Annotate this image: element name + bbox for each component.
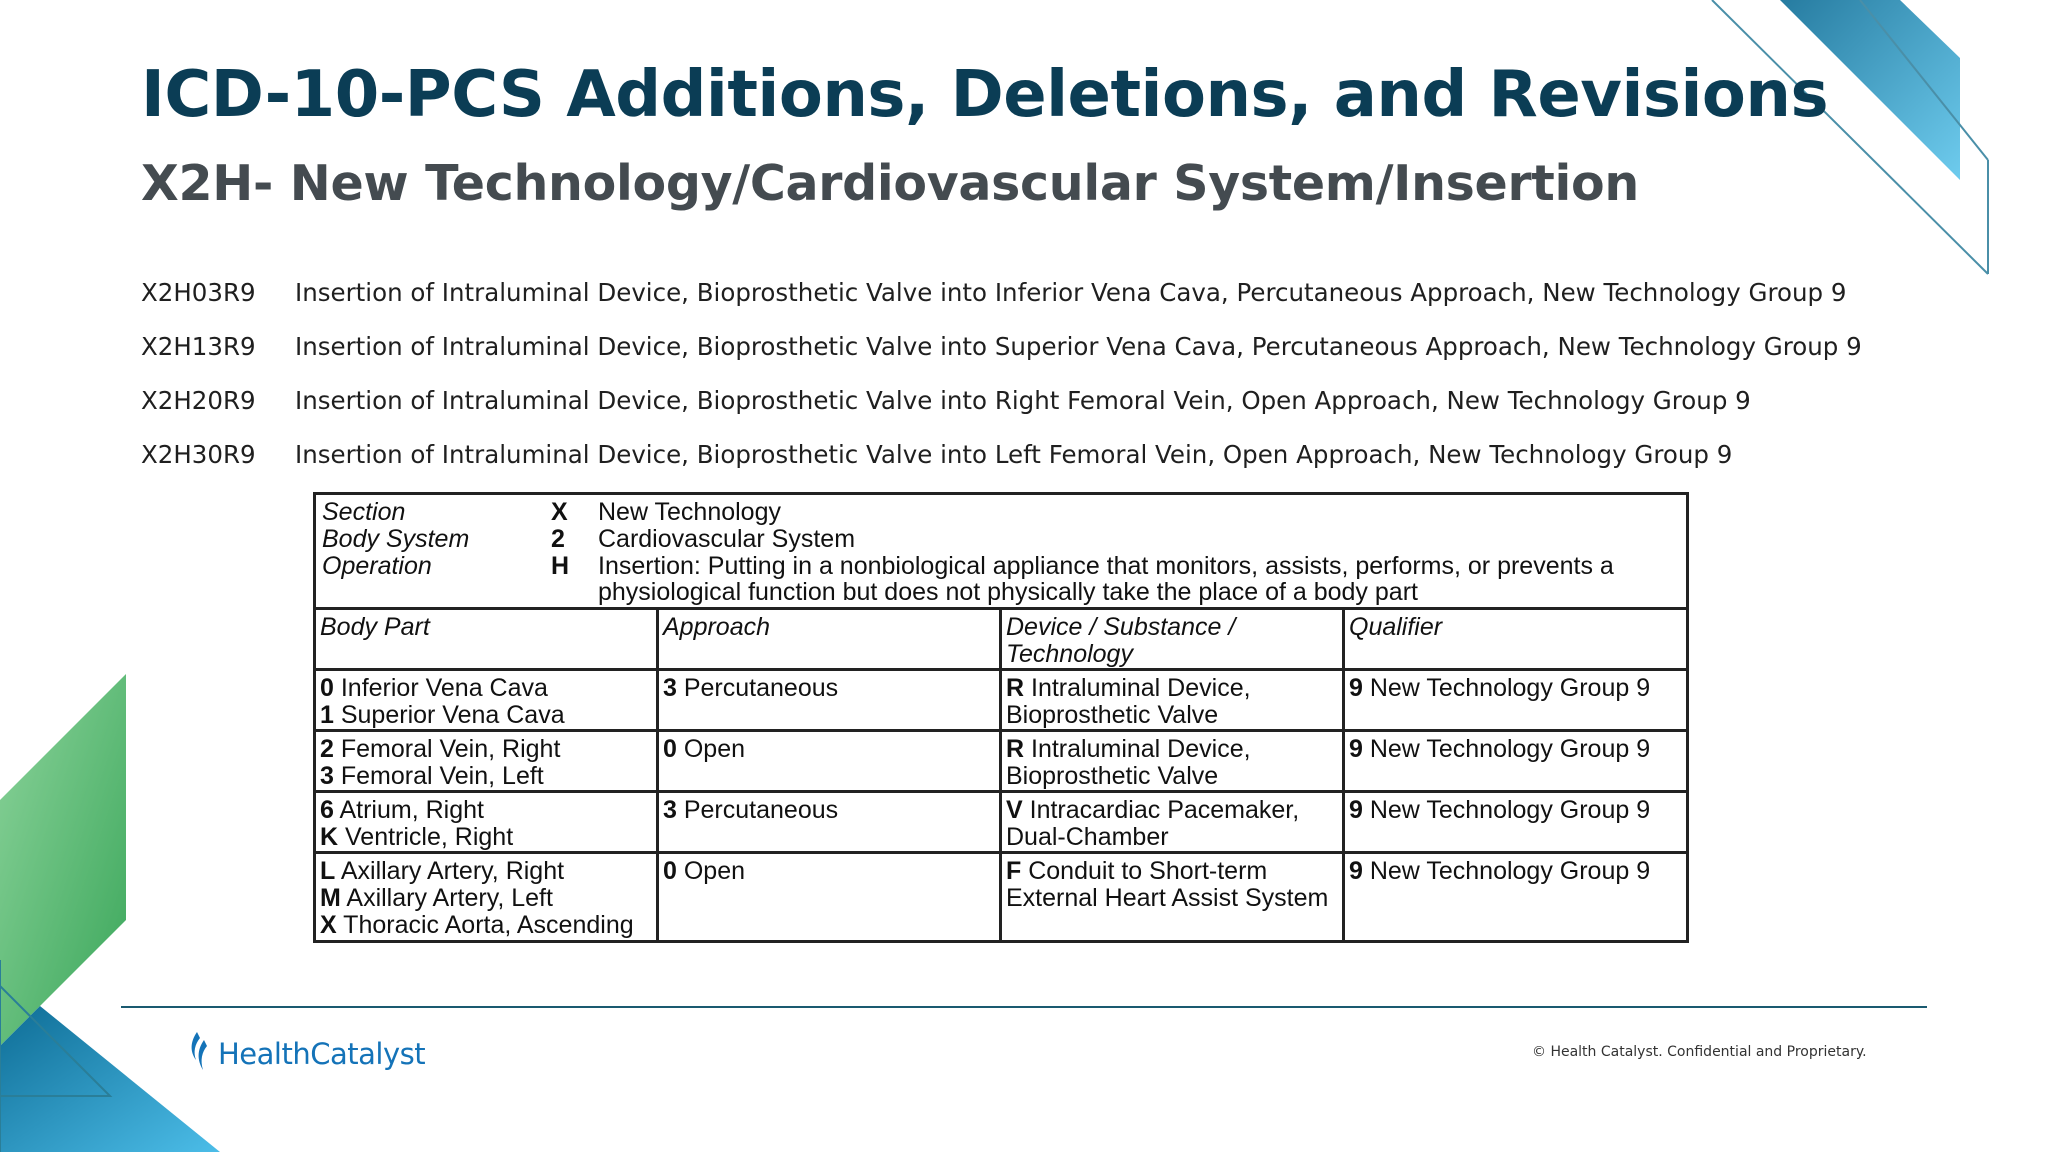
cell-line	[1349, 736, 1682, 763]
cell-line	[1349, 858, 1682, 885]
top-right-decoration	[1700, 0, 2048, 290]
cell-line	[663, 736, 995, 763]
cell-text: Percutaneous	[676, 796, 839, 824]
column-header-device	[1002, 610, 1345, 671]
approach-cell	[659, 671, 1002, 732]
cell-text: Percutaneous	[676, 674, 839, 702]
cell-line	[320, 702, 652, 729]
header-char: 2	[551, 525, 565, 553]
code-character: L	[320, 857, 336, 885]
header-value: Insertion: Putting in a nonbiological appliance that monitors, assists, performs, or prevents a physiological function but does not physically take the place of a body part	[598, 552, 1614, 606]
cell-line	[1006, 763, 1338, 790]
flame-logo-icon	[188, 1030, 214, 1077]
cell-text: Intraluminal Device,	[1024, 674, 1251, 702]
column-header-device-line: Technology	[1006, 640, 1133, 668]
code-value: X2H03R9	[141, 277, 256, 307]
cell-text: Bioprosthetic Valve	[1006, 701, 1219, 729]
code-character: R	[1006, 735, 1025, 763]
cell-line	[320, 797, 652, 824]
qualifier-cell	[1345, 732, 1686, 793]
logo-text: HealthCatalyst	[218, 1036, 426, 1071]
cell-text: Dual-Chamber	[1006, 823, 1169, 851]
cell-text: New Technology Group 9	[1362, 674, 1651, 702]
column-header-body-part: Body Part	[316, 610, 659, 671]
cell-line	[1006, 797, 1338, 824]
health-catalyst-logo	[188, 1030, 425, 1077]
code-value: X2H13R9	[141, 331, 256, 361]
cell-line	[320, 675, 652, 702]
code-character: 3	[663, 796, 677, 824]
header-label: Section	[322, 498, 406, 526]
body-part-cell	[316, 793, 659, 854]
header-char: X	[551, 498, 568, 526]
cell-text: External Heart Assist System	[1006, 884, 1329, 912]
approach-cell	[659, 793, 1002, 854]
code-character: 3	[320, 762, 334, 790]
copyright-notice: © Health Catalyst. Confidential and Proprietary.	[1532, 1044, 1867, 1060]
column-header-qualifier: Qualifier	[1345, 610, 1686, 671]
header-row-body-system	[322, 526, 1680, 553]
code-character: 0	[663, 857, 677, 885]
cell-text: Femoral Vein, Right	[333, 735, 561, 763]
slide-title: ICD-10-PCS Additions, Deletions, and Revisions	[141, 58, 1829, 132]
cell-text: Axillary Artery, Right	[335, 857, 565, 885]
code-row	[141, 265, 1862, 319]
code-character: 0	[320, 674, 334, 702]
cell-line	[663, 858, 995, 885]
footer-divider	[121, 1006, 1927, 1008]
cell-text: Conduit to Short-term	[1021, 857, 1268, 885]
device-cell	[1002, 732, 1345, 793]
header-row-operation	[322, 553, 1680, 605]
code-character: 6	[320, 796, 334, 824]
cell-text: Inferior Vena Cava	[333, 674, 548, 702]
code-value: X2H30R9	[141, 439, 256, 469]
code-character: K	[320, 823, 339, 851]
qualifier-cell	[1345, 671, 1686, 732]
code-value: X2H20R9	[141, 385, 256, 415]
header-value: New Technology	[598, 498, 781, 526]
device-cell	[1002, 793, 1345, 854]
code-description: Insertion of Intraluminal Device, Bioprosthetic Valve into Superior Vena Cava, Percutaneous Approach, New Technology Group 9	[295, 331, 1862, 361]
header-label: Body System	[322, 525, 470, 553]
code-description: Insertion of Intraluminal Device, Bioprosthetic Valve into Inferior Vena Cava, Percutaneous Approach, New Technology Group 9	[295, 277, 1847, 307]
pcs-table	[313, 492, 1689, 943]
code-row	[141, 319, 1862, 373]
cell-line	[1006, 824, 1338, 851]
cell-text: New Technology Group 9	[1362, 735, 1651, 763]
cell-text: Open	[676, 857, 746, 885]
cell-line	[320, 763, 652, 790]
cell-line	[1349, 797, 1682, 824]
pcs-table-header	[316, 495, 1686, 610]
code-character: 1	[320, 701, 334, 729]
cell-text: Bioprosthetic Valve	[1006, 762, 1219, 790]
cell-text: New Technology Group 9	[1362, 796, 1651, 824]
cell-text: Ventricle, Right	[338, 823, 514, 851]
header-label: Operation	[322, 552, 432, 580]
cell-text: New Technology Group 9	[1362, 857, 1651, 885]
code-list	[141, 265, 1862, 481]
cell-text: Femoral Vein, Left	[333, 762, 544, 790]
header-char: H	[551, 552, 570, 580]
code-character: 2	[320, 735, 334, 763]
cell-line	[1349, 675, 1682, 702]
cell-line	[1006, 858, 1338, 885]
column-header-device-line: Device / Substance /	[1006, 613, 1236, 641]
header-value: Cardiovascular System	[598, 525, 856, 553]
code-character: V	[1006, 796, 1023, 824]
approach-cell	[659, 732, 1002, 793]
cell-text: Superior Vena Cava	[333, 701, 565, 729]
code-character: 3	[663, 674, 677, 702]
code-character: 0	[663, 735, 677, 763]
code-description: Insertion of Intraluminal Device, Bioprosthetic Valve into Right Femoral Vein, Open Approach, New Technology Group 9	[295, 385, 1751, 415]
approach-cell	[659, 854, 1002, 940]
column-header-approach: Approach	[659, 610, 1002, 671]
cell-text: Intraluminal Device,	[1024, 735, 1251, 763]
code-description: Insertion of Intraluminal Device, Bioprosthetic Valve into Left Femoral Vein, Open Approach, New Technology Group 9	[295, 439, 1733, 469]
body-part-cell	[316, 854, 659, 940]
cell-line	[320, 885, 652, 912]
cell-line	[663, 675, 995, 702]
device-cell	[1002, 854, 1345, 940]
cell-text: Thoracic Aorta, Ascending	[336, 911, 634, 939]
slide-subtitle: X2H- New Technology/Cardiovascular System/Insertion	[141, 155, 1639, 212]
body-part-cell	[316, 671, 659, 732]
device-cell	[1002, 671, 1345, 732]
code-character: 9	[1349, 735, 1363, 763]
header-row-section	[322, 499, 1680, 526]
code-character: F	[1006, 857, 1022, 885]
qualifier-cell	[1345, 793, 1686, 854]
code-character: R	[1006, 674, 1025, 702]
pcs-table-grid	[316, 610, 1686, 940]
qualifier-cell	[1345, 854, 1686, 940]
cell-line	[320, 824, 652, 851]
cell-line	[1006, 736, 1338, 763]
cell-line	[1006, 675, 1338, 702]
cell-text: Intracardiac Pacemaker,	[1022, 796, 1300, 824]
code-character: X	[320, 911, 337, 939]
code-row	[141, 373, 1862, 427]
cell-text: Axillary Artery, Left	[340, 884, 553, 912]
cell-text: Atrium, Right	[333, 796, 484, 824]
code-character: 9	[1349, 857, 1363, 885]
cell-line	[320, 858, 652, 885]
code-character: 9	[1349, 674, 1363, 702]
cell-text: Open	[676, 735, 746, 763]
code-character: 9	[1349, 796, 1363, 824]
cell-line	[320, 912, 652, 939]
cell-line	[320, 736, 652, 763]
code-character: M	[320, 884, 341, 912]
cell-line	[1006, 702, 1338, 729]
cell-line	[1006, 885, 1338, 912]
bottom-left-decoration	[0, 670, 240, 1152]
body-part-cell	[316, 732, 659, 793]
code-row	[141, 427, 1862, 481]
cell-line	[663, 797, 995, 824]
